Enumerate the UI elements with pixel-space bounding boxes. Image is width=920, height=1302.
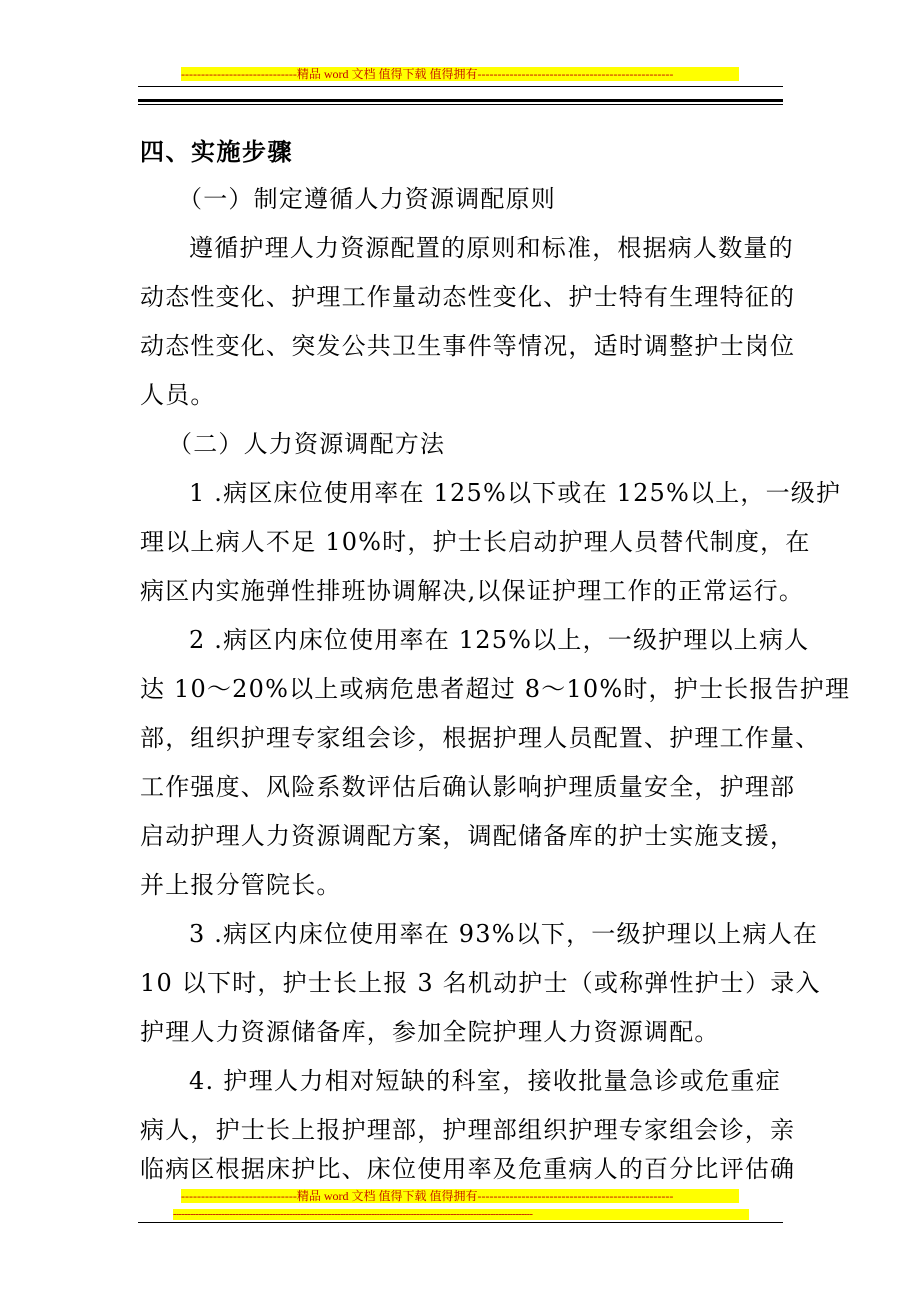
paragraph-line: 10 以下时，护士长上报 3 名机动护士（或称弹性护士）录入 bbox=[140, 969, 821, 997]
footer-rule bbox=[138, 1222, 783, 1223]
paragraph-line: 理以上病人不足 10%时，护士长启动护理人员替代制度，在 bbox=[140, 528, 811, 556]
header-rule-thin bbox=[138, 104, 783, 105]
header-rule bbox=[138, 86, 783, 87]
paragraph-line: 动态性变化、突发公共卫生事件等情况，适时调整护士岗位 bbox=[140, 332, 796, 360]
paragraph-line: 动态性变化、护理工作量动态性变化、护士特有生理特征的 bbox=[140, 283, 796, 311]
section-title: 四、实施步骤 bbox=[140, 137, 293, 166]
paragraph-line: 护理人力资源储备库，参加全院护理人力资源调配。 bbox=[140, 1018, 720, 1046]
paragraph-line: 人员。 bbox=[140, 381, 216, 409]
subsection-title: （一）制定遵循人力资源调配原则 bbox=[178, 185, 556, 213]
header-rule-thick bbox=[138, 99, 783, 102]
paragraph-line: 3 .病区内床位使用率在 93%以下，一级护理以上病人在 bbox=[189, 920, 819, 948]
paragraph-line: 启动护理人力资源调配方案，调配储备库的护士实施支援， bbox=[140, 822, 796, 850]
paragraph-line: 遵循护理人力资源配置的原则和标准，根据病人数量的 bbox=[189, 234, 794, 262]
paragraph-line: 2 .病区内床位使用率在 125%以上，一级护理以上病人 bbox=[189, 626, 810, 654]
subsection-title: （二）人力资源调配方法 bbox=[168, 430, 446, 458]
paragraph-line: 病区内实施弹性排班协调解决,以保证护理工作的正常运行。 bbox=[140, 577, 805, 605]
header-banner: -----------------------------精品 word 文档 值得下载 值得拥有------------------------------------------------- bbox=[181, 67, 739, 81]
paragraph-line: 并上报分管院长。 bbox=[140, 871, 342, 899]
paragraph-line: 工作强度、风险系数评估后确认影响护理质量安全，护理部 bbox=[140, 773, 796, 801]
paragraph-line: 1 .病区床位使用率在 125%以下或在 125%以上，一级护 bbox=[189, 479, 842, 507]
footer-banner: -----------------------------精品 word 文档 值得下载 值得拥有------------------------------------------------- bbox=[181, 1189, 739, 1203]
paragraph-line: 4. 护理人力相对短缺的科室，接收批量急诊或危重症 bbox=[189, 1067, 781, 1095]
paragraph-line: 部，组织护理专家组会诊，根据护理人员配置、护理工作量、 bbox=[140, 724, 821, 752]
paragraph-line: 临病区根据床护比、床位使用率及危重病人的百分比评估确 bbox=[140, 1155, 796, 1183]
footer-dashes: ------------------------------------------------------------------------------------------------------------------------------- bbox=[173, 1209, 749, 1220]
paragraph-line: 病人，护士长上报护理部，护理部组织护理专家组会诊，亲 bbox=[140, 1116, 796, 1144]
paragraph-line: 达 10～20%以上或病危患者超过 8～10%时，护士长报告护理 bbox=[140, 675, 851, 703]
